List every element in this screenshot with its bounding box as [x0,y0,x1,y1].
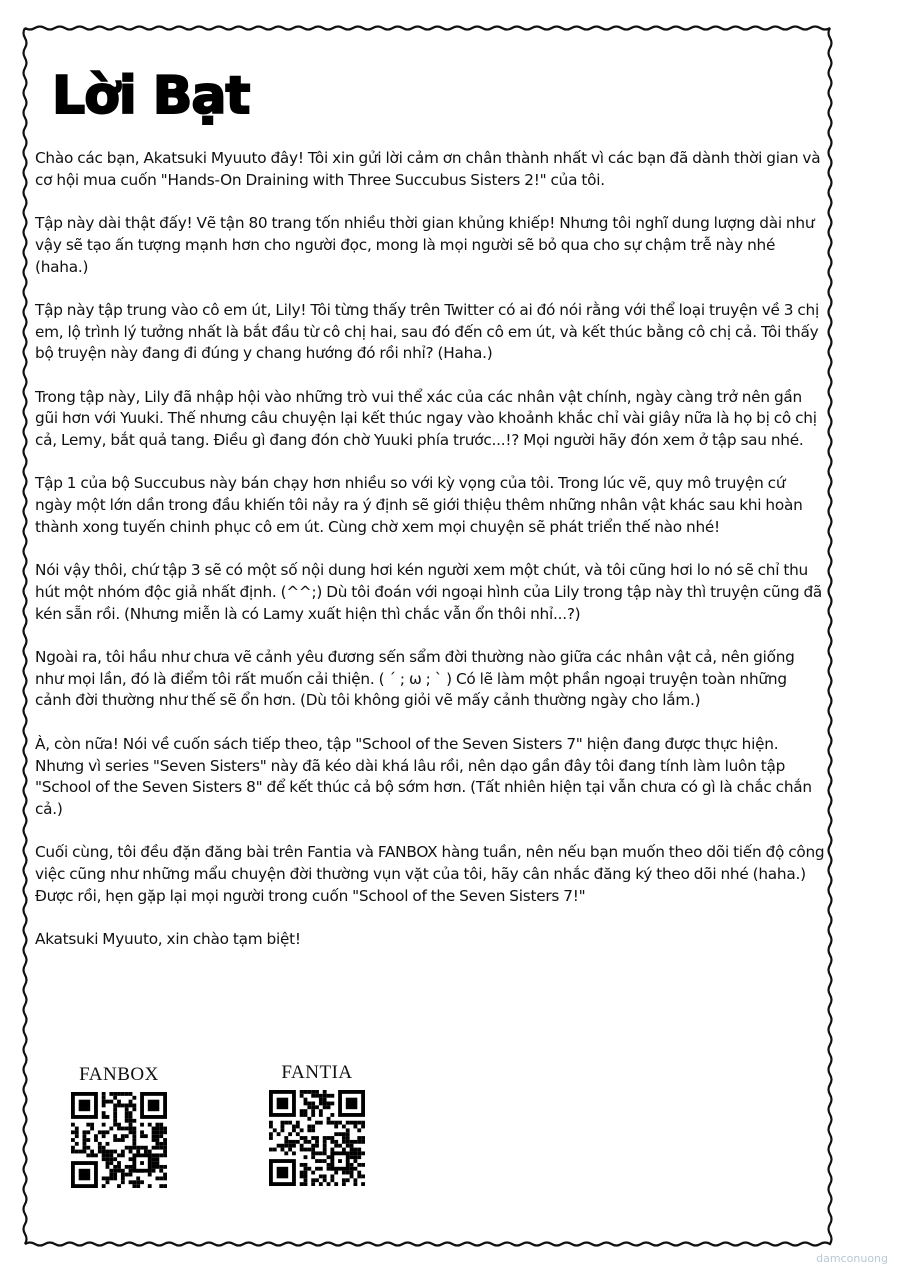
paragraph: Tập này tập trung vào cô em út, Lily! Tôi từng thấy trên Twitter có ai đó nói rằng với thể loại truyện về 3 chị em, lộ trình lý tưởng nhất là bắt đầu từ cô chị hai, sau đó đến cô em út, và kết thúc bằng cô chị cả. Tôi thấy bộ truyện này đang đi đúng y chang hướng đó rồi nhỉ? (Haha.) [35,300,819,363]
paragraph: Nói vậy thôi, chứ tập 3 sẽ có một số nội dung hơi kén người xem một chút, và tôi cũng hơi lo nó sẽ chỉ thu hút một nhóm độc giả nhất định. (^^;) Dù tôi đoán với ngoại hình của Lily trong tập này thì truyện cũng đã kén sẵn rồi. (Nhưng miễn là có Lamy xuất hiện thì chắc vẫn ổn thôi nhỉ...?) [35,561,823,623]
qr-code-icon [71,1092,167,1188]
fantia-label: FANTIA [281,1062,353,1083]
paragraph: À, còn nữa! Nói về cuốn sách tiếp theo, tập "School of the Seven Sisters 7" hiện đang được thực hiện. Nhưng vì series "Seven Sisters" này đã kéo dài khá lâu rồi, nên dạo gần đây tôi đang tính làm luôn tập "School of the Seven Sisters 8" để kết thúc cả bộ sớm hơn. (Tất nhiên hiện tại vẫn chưa có gì là chắc chắn cả.) [35,734,812,818]
paragraph: Tập 1 của bộ Succubus này bán chạy hơn nhiều so với kỳ vọng của tôi. Trong lúc vẽ, quy mô truyện cứ ngày một lớn dần trong đầu khiến tôi nảy ra ý định sẽ giới thiệu thêm những nhân vật khác sau khi hoàn thành xong tuyến chinh phục cô em út. Cùng chờ xem mọi chuyện sẽ phát triển thế nào nhé! [35,474,803,536]
paragraph: Tập này dài thật đấy! Vẽ tận 80 trang tốn nhiều thời gian khủng khiếp! Nhưng tôi nghĩ dung lượng dài như vậy sẽ tạo ấn tượng mạnh hơn cho người đọc, mong là mọi người sẽ bỏ qua cho sự chậm trễ này nhé (haha.) [35,214,815,276]
fanbox-label: FANBOX [79,1064,159,1085]
paragraph: Cuối cùng, tôi đều đặn đăng bài trên Fantia và FANBOX hàng tuần, nên nếu bạn muốn theo dõi tiến độ công việc cũng như những mẩu chuyện đời thường vụn vặt của tôi, hãy cân nhắc đăng ký theo dõi nhé (haha.) [35,843,825,884]
paragraph: Trong tập này, Lily đã nhập hội vào những trò vui thể xác của các nhân vật chính, ngày càng trở nên gần gũi hơn với Yuuki. Thế nhưng câu chuyện lại kết thúc ngay vào khoảnh khắc chỉ vài giây nữa là họ bị cô chị cả, Lemy, bắt quả tang. Điều gì đang đón chờ Yuuki phía trước...!? Mọi người hãy đón xem ở tập sau nhé. [35,387,817,450]
qr-code-icon [269,1090,365,1186]
watermark: damconuong [816,1252,888,1265]
fanbox-qr[interactable] [64,1064,174,1188]
fantia-qr[interactable] [262,1062,372,1186]
page-title: Lời Bạt [52,66,250,126]
signoff: Akatsuki Myuuto, xin chào tạm biệt! [35,930,301,949]
paragraph: Ngoài ra, tôi hầu như chưa vẽ cảnh yêu đương sến sẩm đời thường nào giữa các nhân vật cả, nên giống như mọi lần, đó là điểm tôi rất muốn cải thiện. ( ´ ; ω ; ` ) Có lẽ làm một phần ngoại truyện toàn những cảnh đời thường như thế sẽ ổn hơn. (Dù tôi không giỏi vẽ mấy cảnh thường ngày cho lắm.) [35,648,795,710]
paragraph: Được rồi, hẹn gặp lại mọi người trong cuốn "School of the Seven Sisters 7!" [35,886,586,905]
afterword-body [35,148,825,973]
paragraph: Chào các bạn, Akatsuki Myuuto đây! Tôi xin gửi lời cảm ơn chân thành nhất vì các bạn đã dành thời gian và cơ hội mua cuốn "Hands-On Draining with Three Succubus Sisters 2!" của tôi. [35,149,821,189]
